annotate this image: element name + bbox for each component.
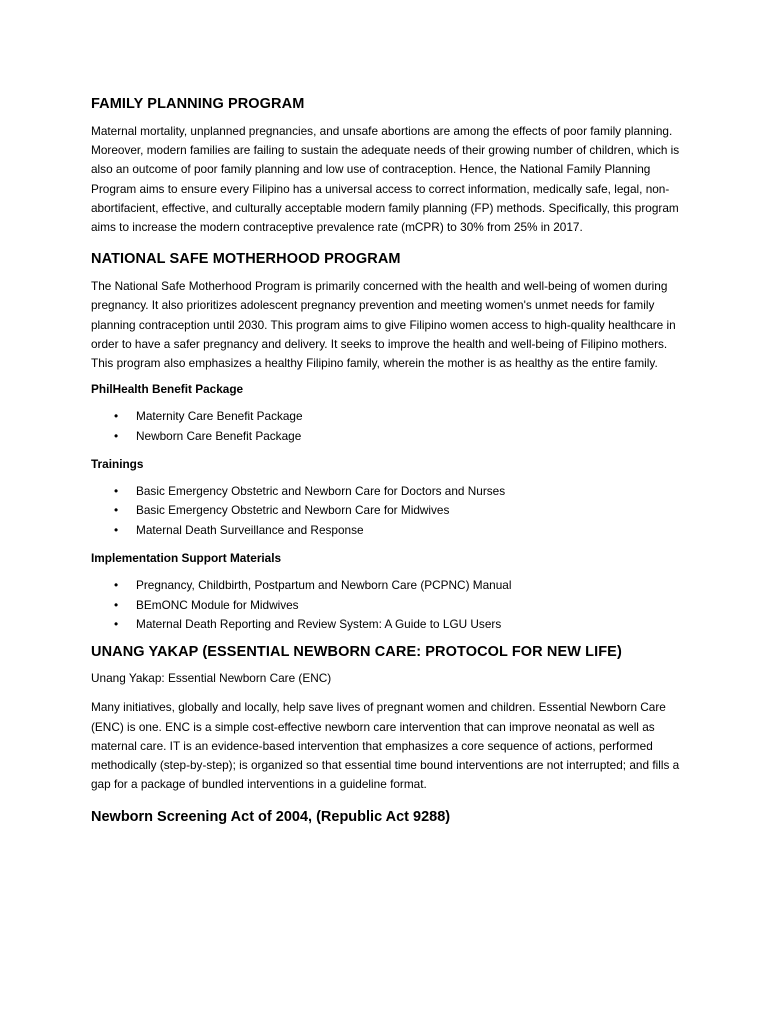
list-item: • Maternal Death Surveillance and Response: [91, 521, 683, 540]
family-planning-paragraph: Maternal mortality, unplanned pregnancies, and unsafe abortions are among the effects of poor family planning. Moreover, modern families are failing to sustain the adequate needs of their growing number of children, which is also an outcome of poor family planning and low use of contraception. Hence, the National Family Planning Program aims to ensure every Filipino has a universal access to correct information, medically safe, legal, non-abortifacient, effective, and culturally acceptable modern family planning (FP) methods. Specifically, this program aims to increase the modern contraceptive prevalence rate (mCPR) to 30% from 25% in 2017.: [91, 124, 680, 235]
section-title-newborn-screening: Newborn Screening Act of 2004, (Republic Act 9288): [91, 808, 451, 825]
list-item: • Maternity Care Benefit Package: [91, 407, 683, 426]
trainings-list: [91, 482, 683, 540]
section-title-safe-motherhood: NATIONAL SAFE MOTHERHOOD PROGRAM: [91, 251, 401, 268]
unang-yakap-subtitle: Unang Yakap: Essential Newborn Care (ENC): [91, 671, 332, 686]
safe-motherhood-paragraph: The National Safe Motherhood Program is primarily concerned with the health and well-being of women during pregnancy. It also prioritizes adolescent pregnancy prevention and meeting women's unmet needs for family planning contraception until 2030. This program aims to give Filipino women access to high-quality healthcare in order to have a safer pregnancy and delivery. It seeks to improve the health and well-being of Filipino mothers. This program also emphasizes a healthy Filipino family, wherein the mother is as healthy as the entire family.: [91, 279, 676, 371]
bullet: •: [114, 578, 119, 593]
document-page: [91, 96, 683, 825]
support-materials-heading: Implementation Support Materials: [91, 551, 282, 566]
list-item: • Basic Emergency Obstetric and Newborn Care for Doctors and Nurses: [91, 482, 683, 501]
bullet: •: [114, 484, 119, 499]
list-item: • Pregnancy, Childbirth, Postpartum and Newborn Care (PCPNC) Manual: [91, 576, 683, 595]
bullet: •: [114, 522, 119, 537]
bullet: •: [114, 597, 119, 612]
list-item: • BEmONC Module for Midwives: [91, 596, 683, 615]
bullet: •: [114, 409, 119, 424]
list-item: • Maternal Death Reporting and Review System: A Guide to LGU Users: [91, 615, 683, 634]
bullet: •: [114, 503, 119, 518]
list-item: • Newborn Care Benefit Package: [91, 427, 683, 446]
section-title-family-planning: FAMILY PLANNING PROGRAM: [91, 96, 305, 112]
trainings-heading: Trainings: [91, 457, 144, 472]
section-title-unang-yakap: UNANG YAKAP (ESSENTIAL NEWBORN CARE: PROTOCOL FOR NEW LIFE): [91, 644, 622, 661]
bullet: •: [114, 617, 119, 632]
philhealth-list: [91, 407, 683, 446]
bullet: •: [114, 428, 119, 443]
support-materials-list: [91, 576, 683, 634]
list-item: • Basic Emergency Obstetric and Newborn Care for Midwives: [91, 501, 683, 520]
unang-yakap-paragraph: Many initiatives, globally and locally, help save lives of pregnant women and children. Essential Newborn Care (ENC) is one. ENC is a simple cost-effective newborn care intervention that can improve neonatal as well as maternal care. IT is an evidence-based intervention that emphasizes a core sequence of actions, performed methodically (step-by-step); is organized so that essential time bound interventions are not interrupted; and fills a gap for a package of bundled interventions in a guideline format.: [91, 700, 680, 792]
philhealth-heading: PhilHealth Benefit Package: [91, 382, 244, 397]
